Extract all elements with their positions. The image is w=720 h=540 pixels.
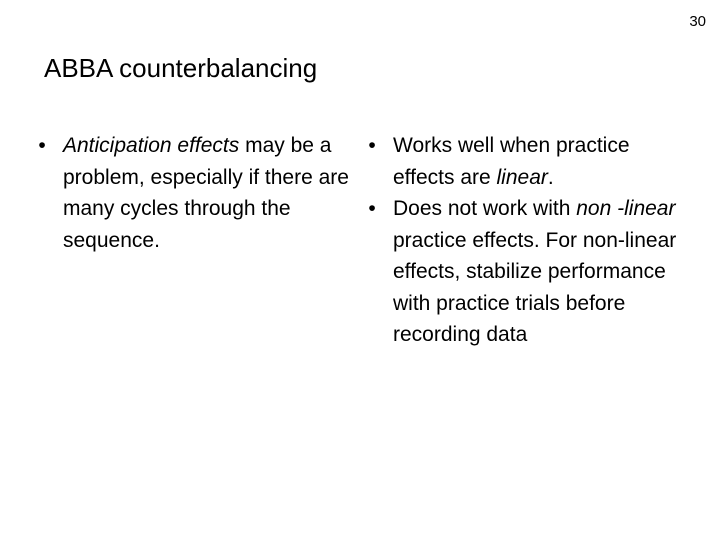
slide-title: ABBA counterbalancing — [44, 53, 318, 83]
slide-number: 30 — [689, 13, 706, 30]
bullet-icon: • — [368, 197, 376, 220]
left-column — [32, 130, 352, 256]
bullet-text: may be a problem, especially if there are many cycles through the sequence. — [63, 134, 349, 252]
bullet-text: Works well when practice effects are — [393, 134, 630, 189]
bullet-text: . — [547, 165, 554, 189]
bullet-text-italic: linear — [496, 165, 548, 189]
bullet-text-italic: Anticipation effects — [63, 134, 240, 157]
bullet-icon: • — [368, 134, 376, 157]
bullet-text: Does not work with — [393, 197, 577, 220]
bullet-icon: • — [38, 134, 46, 157]
right-column — [362, 130, 692, 351]
bullet-item — [362, 130, 692, 193]
bullet-text-italic: non -linear — [576, 197, 676, 220]
bullet-item — [362, 193, 692, 351]
bullet-text: practice effects. For non-linear effects, stabilize performance with practice trials before recording data — [393, 228, 677, 346]
bullet-item — [32, 130, 352, 256]
